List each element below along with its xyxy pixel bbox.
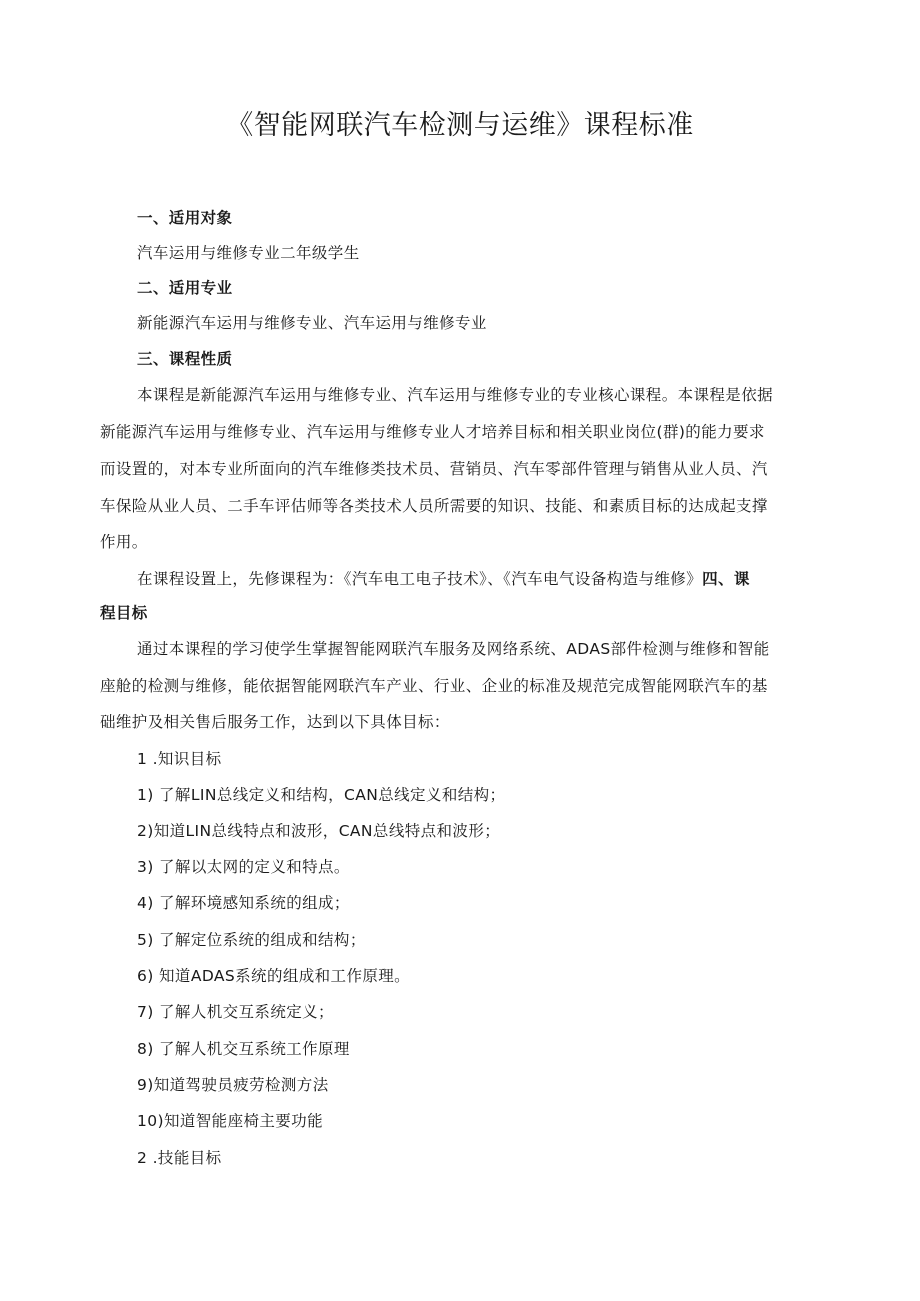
knowledge-item: 6) 知道ADAS系统的组成和工作原理。 <box>137 967 411 985</box>
section-heading-applicable-audience: 一、适用对象 <box>137 209 233 227</box>
section-heading-course-nature: 三、课程性质 <box>137 350 233 368</box>
section-heading-course-objectives-part2: 程目标 <box>100 604 148 622</box>
prerequisite-line <box>137 567 750 591</box>
section-body-applicable-audience: 汽车运用与维修专业二年级学生 <box>137 244 360 262</box>
knowledge-item: 4) 了解环境感知系统的组成； <box>137 894 350 912</box>
knowledge-item: 2)知道LIN总线特点和波形，CAN总线特点和波形； <box>137 822 501 840</box>
section-body-applicable-major: 新能源汽车运用与维修专业、汽车运用与维修专业 <box>137 314 487 332</box>
knowledge-item: 8) 了解人机交互系统工作原理 <box>137 1040 350 1058</box>
section-heading-course-objectives-part1: 四、课 <box>702 570 750 588</box>
knowledge-objectives-heading: 1 .知识目标 <box>137 750 222 768</box>
knowledge-item: 5) 了解定位系统的组成和结构； <box>137 931 366 949</box>
knowledge-item: 9)知道驾驶员疲劳检测方法 <box>137 1076 329 1094</box>
knowledge-item: 10)知道智能座椅主要功能 <box>137 1112 323 1130</box>
course-nature-line-1: 本课程是新能源汽车运用与维修专业、汽车运用与维修专业的专业核心课程。本课程是依据 <box>137 386 774 404</box>
document-title: 《智能网联汽车检测与运维》课程标准 <box>226 110 694 141</box>
course-nature-line-5: 作用。 <box>100 533 148 551</box>
course-nature-line-2: 新能源汽车运用与维修专业、汽车运用与维修专业人才培养目标和相关职业岗位(群)的能力要求 <box>100 423 765 441</box>
objectives-line-1: 通过本课程的学习使学生掌握智能网联汽车服务及网络系统、ADAS部件检测与维修和智能 <box>137 640 770 658</box>
section-heading-applicable-major: 二、适用专业 <box>137 279 233 297</box>
skill-objectives-heading: 2 .技能目标 <box>137 1149 222 1167</box>
knowledge-item: 7) 了解人机交互系统定义； <box>137 1003 334 1021</box>
course-nature-line-4: 车保险从业人员、二手车评估师等各类技术人员所需要的知识、技能、和素质目标的达成起支撑 <box>100 497 768 515</box>
knowledge-item: 1) 了解LIN总线定义和结构，CAN总线定义和结构； <box>137 786 506 804</box>
prerequisite-text: 在课程设置上，先修课程为：《汽车电工电子技术》、《汽车电气设备构造与维修》 <box>137 570 703 588</box>
objectives-line-2: 座舱的检测与维修，能依据智能网联汽车产业、行业、企业的标准及规范完成智能网联汽车的基 <box>100 677 768 695</box>
objectives-line-3: 础维护及相关售后服务工作，达到以下具体目标： <box>100 713 450 731</box>
course-nature-line-3: 而设置的，对本专业所面向的汽车维修类技术员、营销员、汽车零部件管理与销售从业人员、汽 <box>100 460 768 478</box>
knowledge-item: 3) 了解以太网的定义和特点。 <box>137 858 350 876</box>
